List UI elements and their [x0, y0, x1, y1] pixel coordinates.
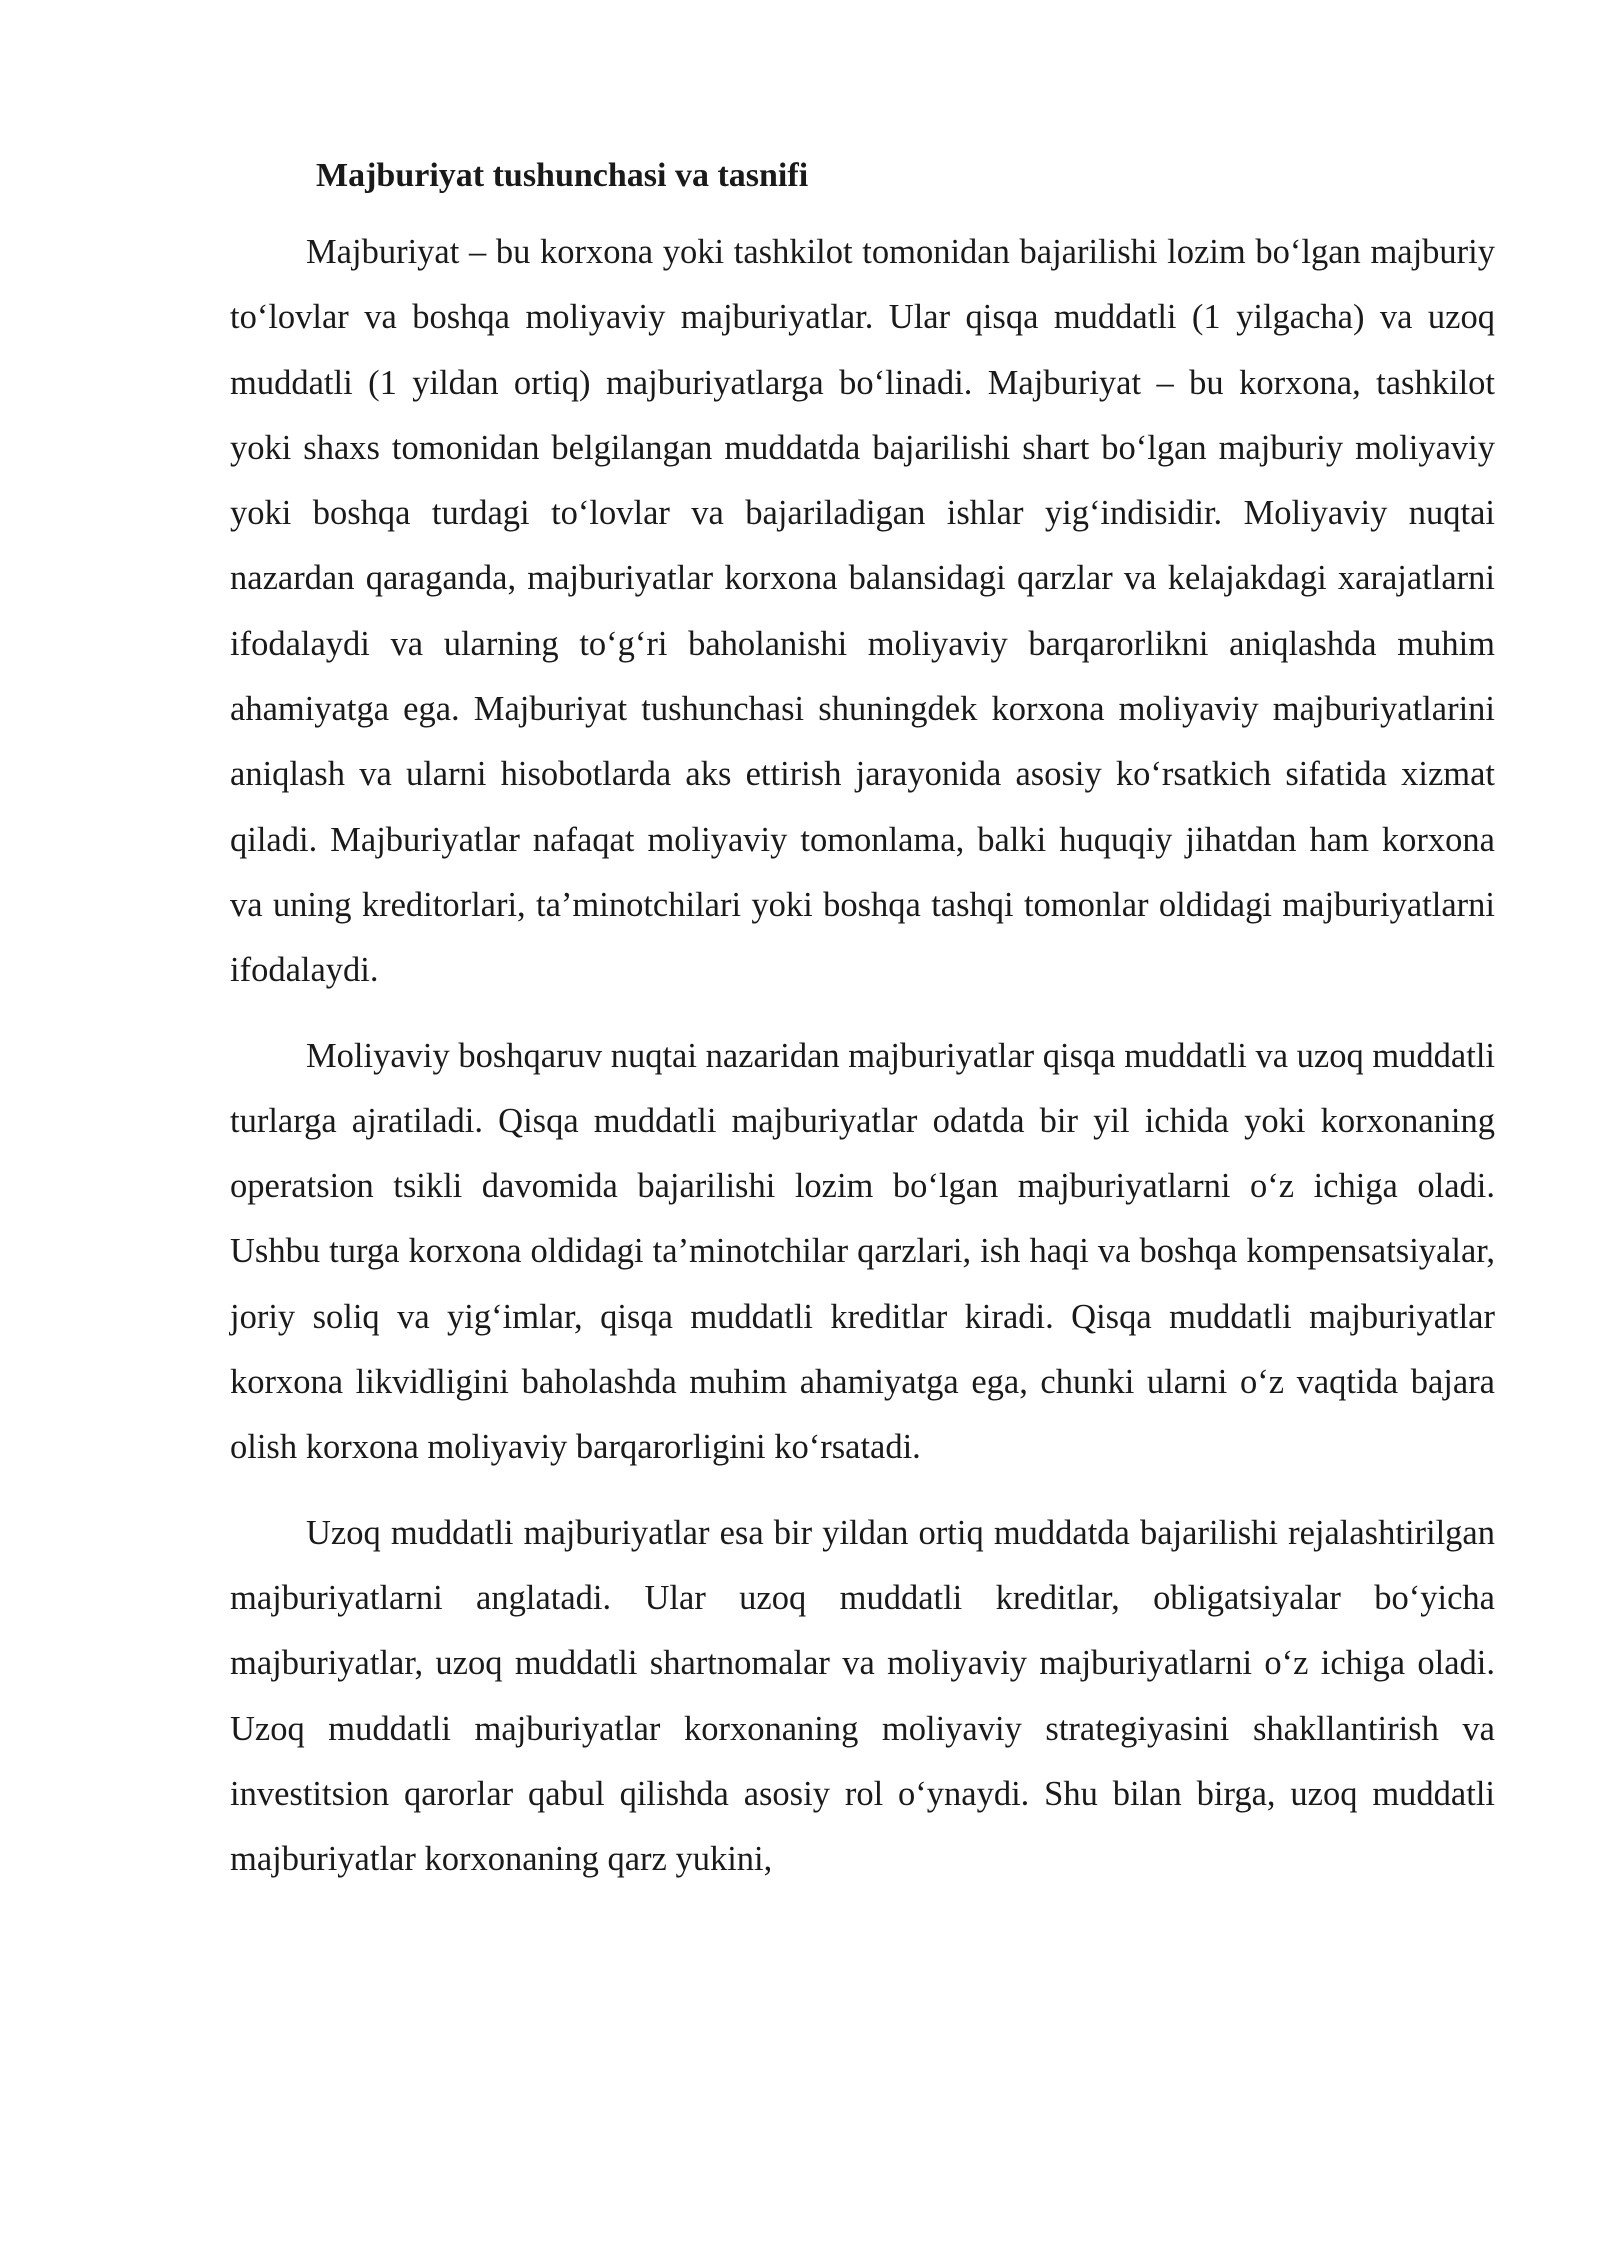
document-title: Majburiyat tushunchasi va tasnifi	[316, 157, 809, 194]
paragraph-definition: Majburiyat – bu korxona yoki tashkilot tomonidan bajarilishi lozim bo‘lgan majburiy to‘lovlar va boshqa moliyaviy majburiyatlar. Ular qisqa muddatli (1 yilgacha) va uzoq muddatli (1 yildan ortiq) majburiyatlarga bo‘linadi. Majburiyat – bu korxona, tashkilot yoki shaxs tomonidan belgilangan muddatda bajarilishi shart bo‘lgan majburiy moliyaviy yoki boshqa turdagi to‘lovlar va bajariladigan ishlar yig‘indisidir. Moliyaviy nuqtai nazardan qaraganda, majburiyatlar korxona balansidagi qarzlar va kelajakdagi xarajatlarni ifodalaydi va ularning to‘g‘ri baholanishi moliyaviy barqarorlikni aniqlashda muhim ahamiyatga ega. Majburiyat tushunchasi shuningdek korxona moliyaviy majburiyatlarini aniqlash va ularni hisobotlarda aks ettirish jarayonida asosiy ko‘rsatkich sifatida xizmat qiladi. Majburiyatlar nafaqat moliyaviy tomonlama, balki huquqiy jihatdan ham korxona va uning kreditorlari, ta’minotchilari yoki boshqa tashqi tomonlar oldidagi majburiyatlarni ifodalaydi.	[230, 233, 1495, 990]
paragraph-short-term: Moliyaviy boshqaruv nuqtai nazaridan majburiyatlar qisqa muddatli va uzoq muddatli turlarga ajratiladi. Qisqa muddatli majburiyatlar odatda bir yil ichida yoki korxonaning operatsion tsikli davomida bajarilishi lozim bo‘lgan majburiyatlarni o‘z ichiga oladi. Ushbu turga korxona oldidagi ta’minotchilar qarzlari, ish haqi va boshqa kompensatsiyalar, joriy soliq va yig‘imlar, qisqa muddatli kreditlar kiradi. Qisqa muddatli majburiyatlar korxona likvidligini baholashda muhim ahamiyatga ega, chunki ularni o‘z vaqtida bajara olish korxona moliyaviy barqarorligini ko‘rsatadi.	[230, 1036, 1496, 1467]
paragraph-long-term: Uzoq muddatli majburiyatlar esa bir yildan ortiq muddatda bajarilishi rejalashtirilgan majburiyatlarni anglatadi. Ular uzoq muddatli kreditlar, obligatsiyalar bo‘yicha majburiyatlar, uzoq muddatli shartnomalar va moliyaviy majburiyatlarni o‘z ichiga oladi. Uzoq muddatli majburiyatlar korxonaning moliyaviy strategiyasini shakllantirish va investitsion qarorlar qabul qilishda asosiy rol o‘ynaydi. Shu bilan birga, uzoq muddatli majburiyatlar korxonaning qarz yukini,	[230, 1513, 1495, 1879]
document-body	[230, 150, 1495, 1912]
